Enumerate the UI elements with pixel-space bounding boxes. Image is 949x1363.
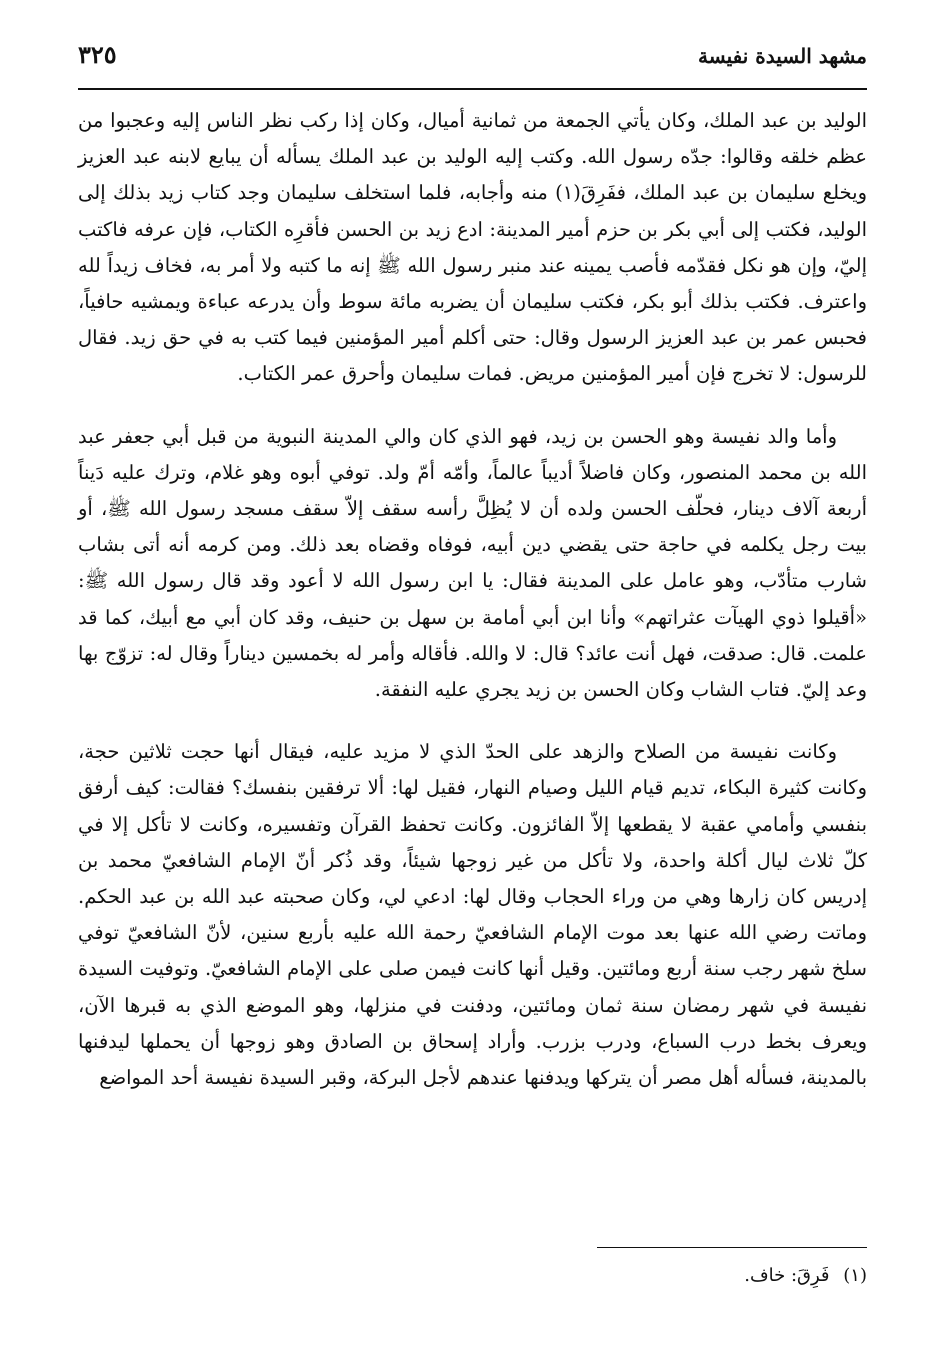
paragraph-1: الوليد بن عبد الملك، وكان يأتي الجمعة من ثمانية أميال، وكان إذا ركب نظر الناس إليه وعجبوا من عظم خلقه وقالوا: جدّه رسول الله. وكتب إليه الوليد بن عبد الملك يسأله أن يبايع لابنه عبد العزيز ويخلع سليمان بن عبد الملك، ففَرِقَ(١) منه وأجابه، فلما استخلف سليمان وجد كتاب زيد بذلك إلى الوليد، فكتب إلى أبي بكر بن حزم أمير المدينة: ادع زيد بن الحسن فأقرِه الكتاب، فإن عرفه فاكتب إليّ، وإن هو نكل فقدّمه فأصب يمينه عند منبر رسول الله ﷺ إنه ما كتبه ولا أمر به، فخاف زيداً لله واعترف. فكتب بذلك أبو بكر، فكتب سليمان أن يضربه مائة سوط وأن يدرعه عباءة ويمشيه حافياً، فحبس عمر بن عبد العزيز الرسول وقال: حتى أكلم أمير المؤمنين فيما كتب به في حق زيد. فقال للرسول: لا تخرج فإن أمير المؤمنين مريض. فمات سليمان وأحرق عمر الكتاب. — [78, 109, 867, 386]
page-header — [78, 38, 867, 94]
page-number: ٣٢٥ — [78, 40, 117, 69]
paragraph-3: وكانت نفيسة من الصلاح والزهد على الحدّ الذي لا مزيد عليه، فيقال أنها حجت ثلاثين حجة، وكانت كثيرة البكاء، تديم قيام الليل وصيام النهار، فقيل لها: ألا ترفقين بنفسك؟ فقالت: كيف أرفق بنفسي وأمامي عقبة لا يقطعها إلاّ الفائزون. وكانت تحفظ القرآن وتفسيره، وكانت لا تأكل إلا في كلّ ثلاث ليال أكلة واحدة، ولا تأكل من غير زوجها شيئاً، وقد ذُكر أنّ الإمام الشافعيّ محمد بن إدريس كان زارها وهي من وراء الحجاب وقال لها: ادعي لي، وكان صحبته عبد الله بن عبد الحكم. وماتت رضي الله عنها بعد موت الإمام الشافعيّ رحمة الله عليه بأربع سنين، لأنّ الشافعيّ توفي سلخ شهر رجب سنة أربع ومائتين. وقيل أنها كانت فيمن صلى على الإمام الشافعيّ. وتوفيت السيدة نفيسة في شهر رمضان سنة ثمان ومائتين، ودفنت في منزلها، وهو الموضع الذي به قبرها الآن، ويعرف بخط درب السباع، ودرب بزرب. وأراد إسحاق بن الصادق وهو زوجها أن يحملها ليدفنها بالمدينة، فسأله أهل مصر أن يتركها ويدفنها عندهم لأجل البركة، وقبر السيدة نفيسة أحد المواضع — [78, 740, 867, 1090]
body-text — [78, 103, 867, 1122]
footnote-marker: (١) — [843, 1265, 867, 1286]
paragraph-2: وأما والد نفيسة وهو الحسن بن زيد، فهو الذي كان والي المدينة النبوية من قبل أبي جعفر عبد الله بن محمد المنصور، وكان فاضلاً أديباً عالماً، وأمّه أمّ ولد. توفي أبوه وهو غلام، وترك عليه دَيناً أربعة آلاف دينار، فحلّف الحسن ولده أن لا يُظِلَّ رأسه سقف إلاّ سقف مسجد رسول الله ﷺ، أو بيت رجل يكلمه في حاجة حتى يقضي دين أبيه، فوفاه وقضاه بعد ذلك. ومن كرمه أنه أتى بشاب شارب متأدّب، وهو عامل على المدينة فقال: يا ابن رسول الله لا أعود وقد قال رسول الله ﷺ: «أقيلوا ذوي الهيآت عثراتهم» وأنا ابن أبي أمامة بن سهل بن حنيف، وقد كان أبي مع أبيك، كما قد علمت. قال: صدقت، فهل أنت عائد؟ قال: لا والله. فأقاله وأمر له بخمسين ديناراً وقال له: تزوّج بها وعد إليّ. فتاب الشاب وكان الحسن بن زيد يجري عليه النفقة. — [78, 424, 867, 702]
footnote-rule — [597, 1247, 867, 1248]
footnote-text: فَرِقَ: خاف. — [744, 1265, 830, 1286]
header-rule — [78, 88, 867, 90]
footnote — [500, 1262, 867, 1290]
running-title: مشهد السيدة نفيسة — [698, 44, 867, 68]
